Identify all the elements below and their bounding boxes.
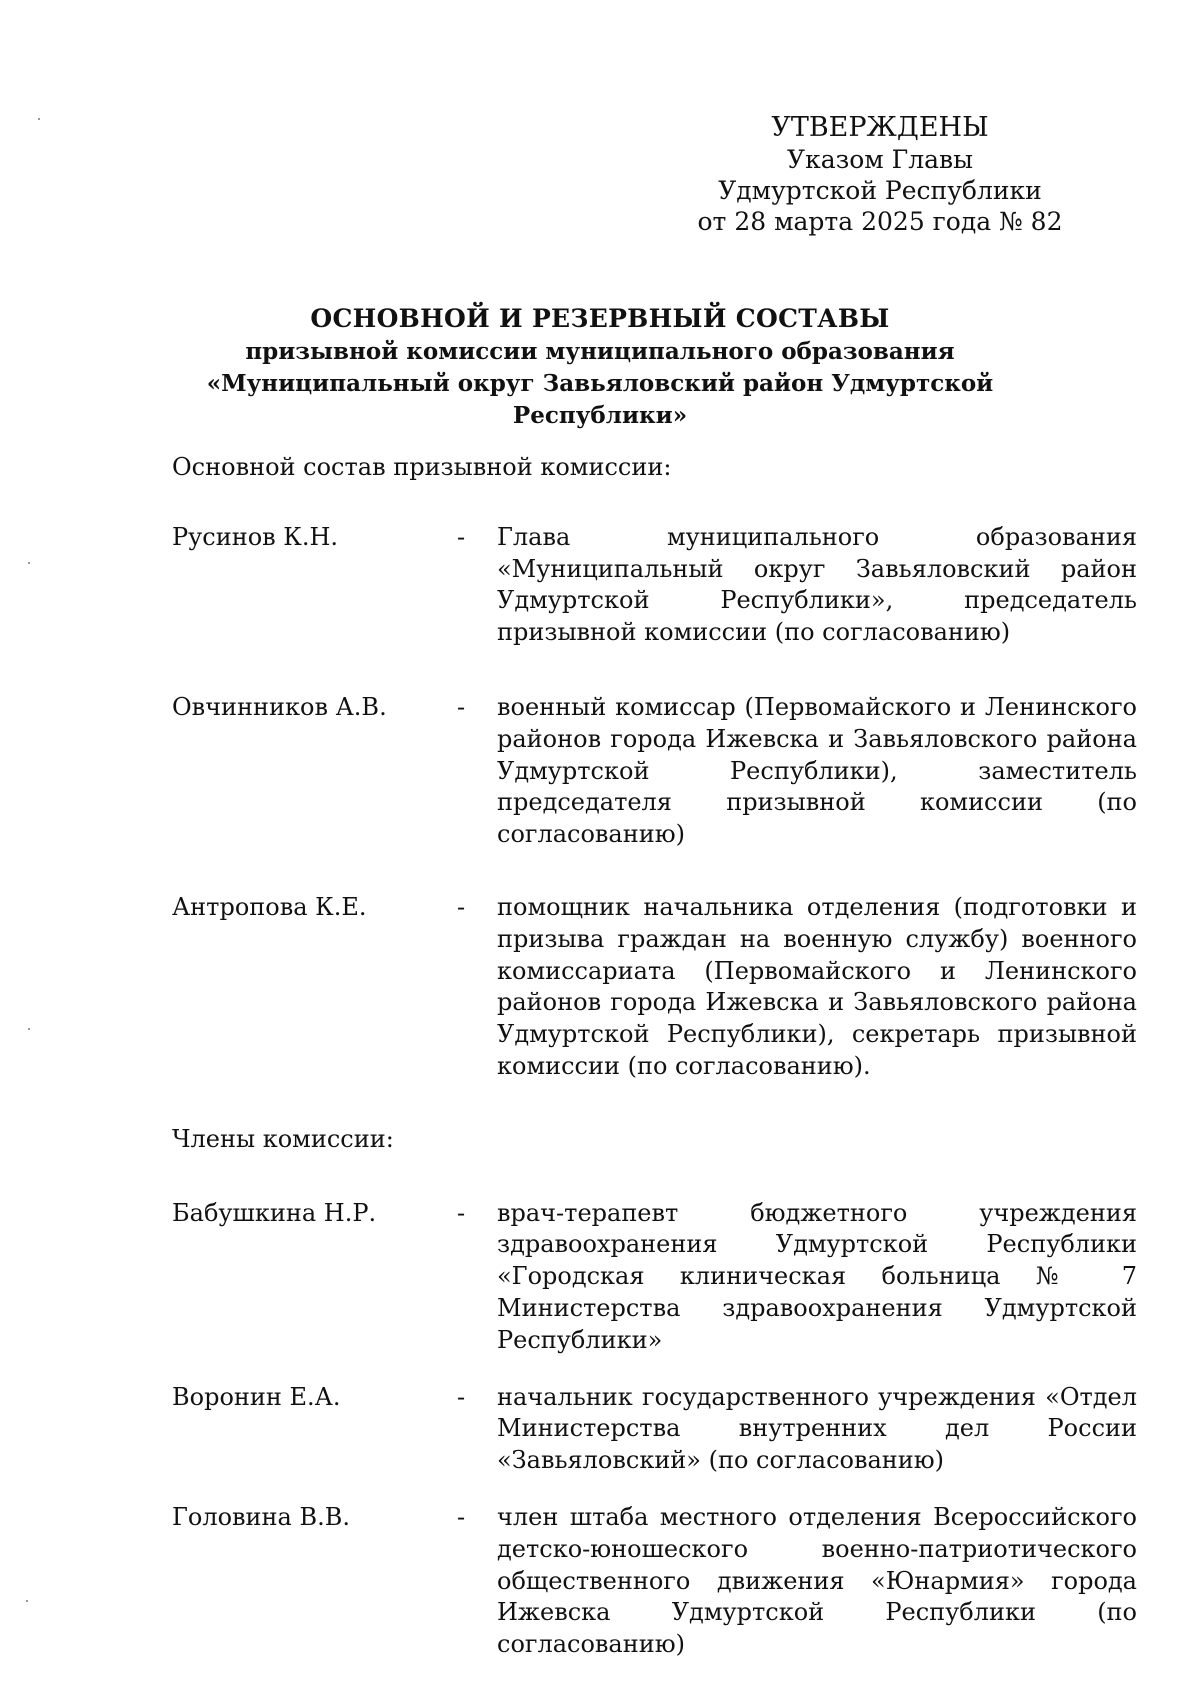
approval-authority: Указом Главы [787,145,973,174]
entry-dash: - [457,692,466,721]
member-name: Антропова К.Е. [172,892,367,921]
entry-dash: - [457,1198,466,1227]
scan-speck [38,118,40,120]
entry-dash: - [457,892,466,921]
document-title [120,302,1080,432]
list-item [172,892,1137,1083]
member-name: Русинов К.Н. [172,522,339,551]
list-item [172,1198,1137,1357]
member-position: Глава муниципального образования «Муниципальный округ Завьяловский район Удмуртской Республики», председатель призывной комиссии (по согласованию) [497,522,1137,647]
member-name: Воронин Е.А. [172,1382,341,1411]
member-position: врач-терапевт бюджетного учреждения здравоохранения Удмуртской Республики «Городская клиническая больница № 7 Министерства здравоохранения Удмуртской Республики» [497,1198,1137,1354]
title-line-3: «Муниципальный округ Завьяловский район Удмуртской Республики» [206,370,994,429]
entry-dash: - [457,522,466,551]
approval-date-number: от 28 марта 2025 года № 82 [697,207,1063,236]
member-position: член штаба местного отделения Всероссийского детско-юношеского военно-патриотического общественного движения «Юнармия» города Ижевска Удмуртской Республики (по согласованию) [497,1502,1137,1659]
member-name: Головина В.В. [172,1502,351,1531]
member-name: Бабушкина Н.Р. [172,1198,377,1227]
scan-speck [26,1600,28,1602]
scan-speck [28,1028,30,1030]
list-item [172,522,1137,649]
member-position: помощник начальника отделения (подготовки и призыва граждан на военную службу) военного комиссариата (Первомайского и Ленинского районов города Ижевска и Завьяловского района Удмуртской Республики), секретарь призывной комиссии (по согласованию). [497,892,1137,1080]
approval-region: Удмуртской Республики [718,176,1042,205]
member-position: военный комиссар (Первомайского и Ленинского районов города Ижевска и Завьяловского района Удмуртской Республики), заместитель председателя призывной комиссии (по согласованию) [497,692,1137,849]
entry-dash: - [457,1502,466,1531]
list-item [172,1502,1137,1661]
approval-stamp-block [690,112,1070,237]
members-section-label: Члены комиссии: [172,1124,394,1153]
main-section-label: Основной состав призывной комиссии: [172,453,672,481]
member-position: начальник государственного учреждения «Отдел Министерства внутренних дел России «Завьяловский» (по согласованию) [497,1382,1137,1475]
entry-dash: - [457,1382,466,1411]
approval-heading: УТВЕРЖДЕНЫ [771,112,989,143]
title-line-2: призывной комиссии муниципального образования [245,338,955,365]
scan-speck [28,562,30,564]
list-item [172,692,1137,851]
list-item [172,1382,1137,1477]
document-body [172,452,1137,1661]
member-name: Овчинников А.В. [172,692,387,721]
title-line-1: ОСНОВНОЙ И РЕЗЕРВНЫЙ СОСТАВЫ [310,304,890,333]
